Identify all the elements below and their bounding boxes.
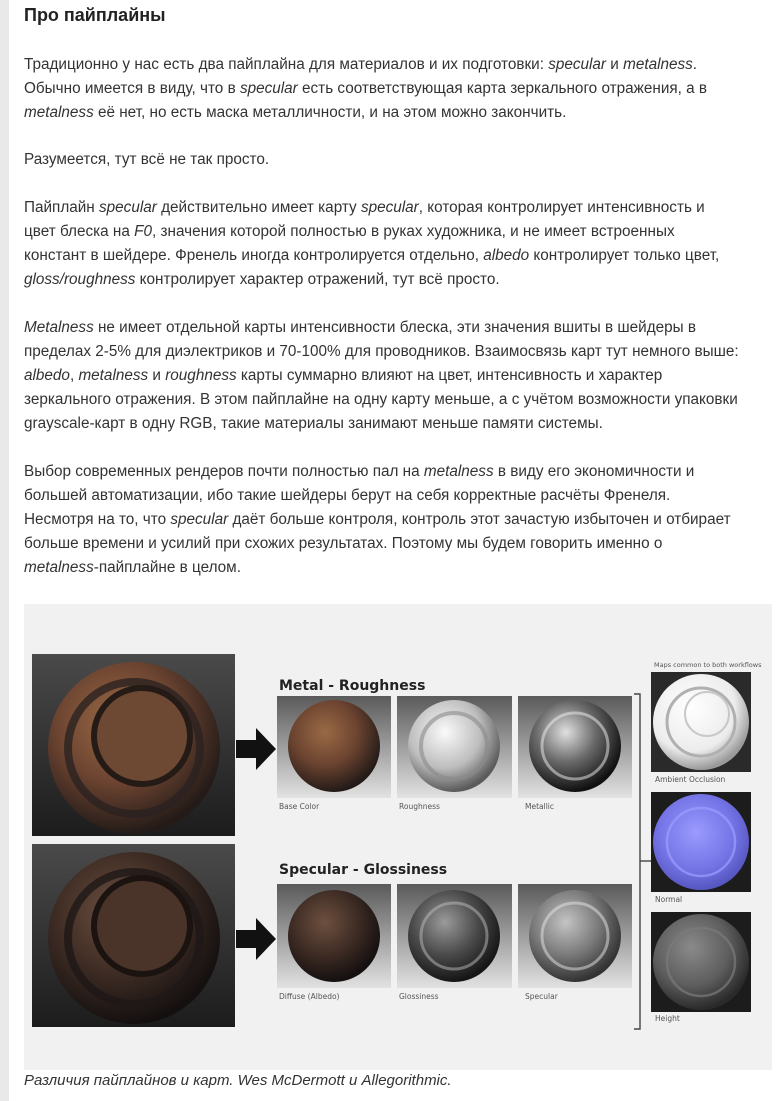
section-title: Про пайплайны bbox=[24, 5, 166, 25]
map-thumb-base-color bbox=[277, 696, 391, 798]
map-label-ambient-occlusion: Ambient Occlusion bbox=[655, 775, 726, 784]
italic-term: Metalness bbox=[24, 319, 94, 336]
para-line bbox=[24, 340, 776, 364]
italic-term: roughness bbox=[165, 367, 237, 384]
paragraph-5 bbox=[24, 460, 776, 580]
italic-term: metalness bbox=[623, 56, 693, 73]
para-line bbox=[24, 460, 776, 484]
map-thumb-glossiness bbox=[397, 884, 512, 988]
text-run: , bbox=[69, 367, 79, 384]
specular-glossiness-title: Specular - Glossiness bbox=[279, 862, 448, 878]
text-run: большей автоматизации, ибо такие шейдеры берут на себя корректные расчёты Френеля. bbox=[24, 487, 671, 504]
italic-term: specular bbox=[548, 56, 607, 73]
text-run: контролирует только цвет, bbox=[529, 247, 720, 264]
italic-term: metalness bbox=[24, 104, 94, 121]
arrow-right-icon bbox=[236, 918, 276, 960]
para-line bbox=[24, 484, 776, 508]
italic-term: albedo bbox=[483, 247, 530, 264]
italic-term: albedo bbox=[24, 367, 70, 384]
italic-term: specular bbox=[360, 199, 419, 216]
para-line bbox=[24, 508, 776, 532]
workflow-bracket bbox=[634, 694, 652, 1029]
text-run: Разумеется, тут всё не так просто. bbox=[24, 151, 270, 168]
text-run: пределах 2-5% для диэлектриков и 70-100% для проводников. Взаимосвязь карт тут немного выше: bbox=[24, 343, 739, 360]
map-thumb-roughness bbox=[397, 696, 512, 798]
text-run: Пайплайн bbox=[24, 199, 100, 216]
italic-term: metalness bbox=[423, 463, 494, 480]
map-thumb-normal bbox=[651, 792, 751, 892]
para-line bbox=[24, 388, 776, 412]
text-run: Обычно имеется в виду, что в bbox=[24, 80, 240, 97]
italic-term: specular bbox=[170, 511, 229, 528]
map-label-normal: Normal bbox=[655, 895, 683, 904]
map-label-metallic: Metallic bbox=[525, 802, 554, 811]
pipeline-comparison-figure bbox=[24, 604, 772, 1070]
map-thumb-specular bbox=[518, 884, 632, 988]
italic-term: gloss/roughness bbox=[24, 271, 136, 288]
para-line bbox=[24, 364, 776, 388]
para-line bbox=[24, 316, 776, 340]
left-gutter bbox=[0, 0, 9, 1101]
text-run: её нет, но есть маска металличности, и на этом можно закончить. bbox=[93, 104, 567, 121]
map-label-roughness: Roughness bbox=[399, 802, 440, 811]
text-run: . bbox=[692, 56, 698, 73]
para-line bbox=[24, 268, 776, 292]
map-thumb-ambient-occlusion bbox=[651, 672, 751, 772]
text-run: констант в шейдере. Френель иногда контролируется отдельно, bbox=[24, 247, 484, 264]
para-line bbox=[24, 53, 776, 77]
text-run: зеркального отражения. В этом пайплайне на одну карту меньше, а с учётом возможности упаковки bbox=[24, 391, 738, 408]
text-run: и bbox=[148, 367, 166, 384]
map-thumb-metallic bbox=[518, 696, 632, 798]
text-run: не имеет отдельной карты интенсивности блеска, эти значения вшиты в шейдеры в bbox=[93, 319, 697, 336]
text-run: в виду его экономичности и bbox=[493, 463, 695, 480]
italic-term: metalness bbox=[24, 559, 94, 576]
text-run: и bbox=[606, 56, 624, 73]
common-maps-title: Maps common to both workflows bbox=[654, 661, 762, 669]
text-run: , которая контролирует интенсивность и bbox=[418, 199, 705, 216]
italic-term: specular bbox=[239, 80, 298, 97]
text-run: -пайплайне в целом. bbox=[93, 559, 241, 576]
italic-term: specular bbox=[99, 199, 157, 216]
para-line bbox=[24, 148, 776, 172]
text-run: даёт больше контроля, контроль этот зачастую избыточен и отбирает bbox=[228, 511, 731, 528]
text-run: контролирует характер отражений, тут всё просто. bbox=[135, 271, 500, 288]
text-run: Традиционно у нас есть два пайплайна для материалов и их подготовки: bbox=[24, 56, 549, 73]
text-run: Несмотря на то, что bbox=[24, 511, 171, 528]
arrow-right-icon bbox=[236, 728, 276, 770]
para-line bbox=[24, 77, 776, 101]
paragraph-4 bbox=[24, 316, 776, 436]
text-run: больше времени и усилий при схожих результатах. Поэтому мы будем говорить именно о bbox=[24, 535, 663, 552]
map-label-specular: Specular bbox=[525, 992, 558, 1001]
text-run: действительно имеет карту bbox=[156, 199, 361, 216]
metal-roughness-title: Metal - Roughness bbox=[279, 678, 426, 694]
para-line bbox=[24, 196, 776, 220]
para-line bbox=[24, 244, 776, 268]
italic-term: F0 bbox=[134, 223, 152, 240]
paragraph-3 bbox=[24, 196, 776, 292]
map-label-height: Height bbox=[655, 1014, 680, 1023]
figure-illustration bbox=[24, 604, 772, 1070]
text-run: карты суммарно влияют на цвет, интенсивность и характер bbox=[236, 367, 663, 384]
text-run: есть соответствующая карта зеркального отражения, а в bbox=[297, 80, 708, 97]
text-run: Выбор современных рендеров почти полностью пал на bbox=[24, 463, 424, 480]
figure-caption: Различия пайплайнов и карт. Wes McDermott и Allegorithmic. bbox=[24, 1072, 452, 1089]
para-line bbox=[24, 101, 776, 125]
para-line bbox=[24, 556, 776, 580]
map-thumb-height bbox=[651, 912, 751, 1012]
text-run: цвет блеска на bbox=[24, 223, 135, 240]
text-run: , значения которой полностью в руках художника, и не имеет встроенных bbox=[151, 223, 675, 240]
map-label-diffuse: Diffuse (Albedo) bbox=[279, 992, 340, 1001]
source-sphere-metal bbox=[32, 654, 235, 836]
paragraph-1 bbox=[24, 53, 776, 125]
para-line bbox=[24, 532, 776, 556]
map-thumb-diffuse bbox=[277, 884, 391, 988]
source-sphere-specular bbox=[32, 844, 235, 1027]
para-line bbox=[24, 220, 776, 244]
italic-term: metalness bbox=[78, 367, 149, 384]
map-label-base-color: Base Color bbox=[279, 802, 320, 811]
para-line bbox=[24, 412, 776, 436]
paragraph-2 bbox=[24, 148, 776, 172]
text-run: grayscale-карт в одну RGB, такие материалы занимают меньше памяти системы. bbox=[24, 415, 603, 432]
map-label-glossiness: Glossiness bbox=[399, 992, 439, 1001]
